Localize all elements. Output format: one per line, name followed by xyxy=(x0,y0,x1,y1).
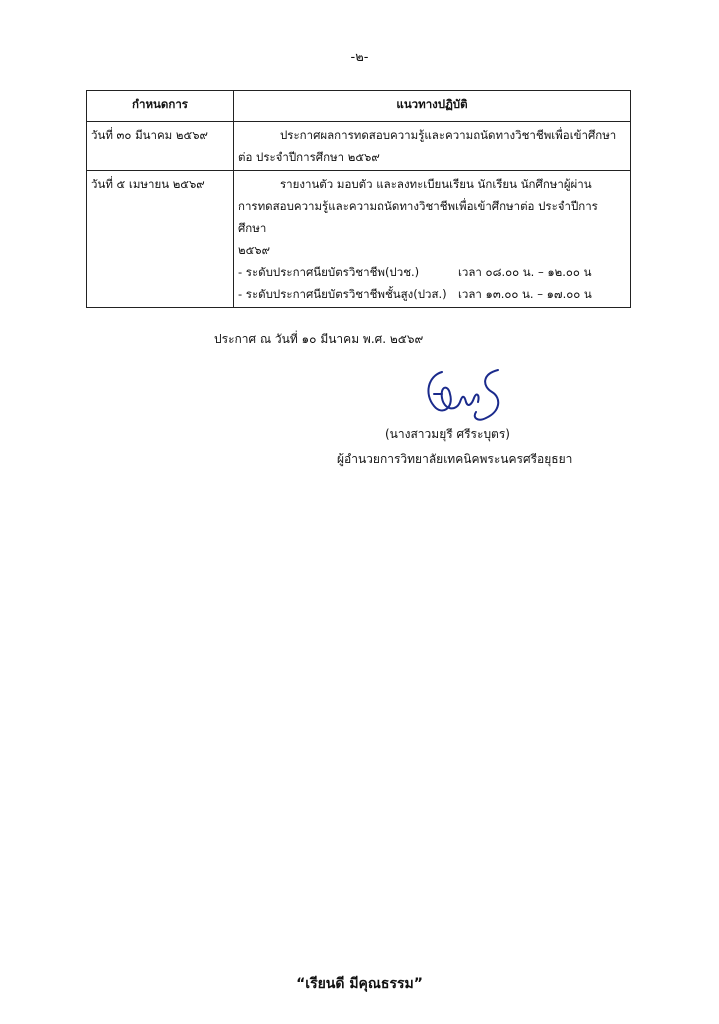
announcement-date: ประกาศ ณ วันที่ ๑๐ มีนาคม พ.ศ. ๒๕๖๙ xyxy=(214,332,424,346)
level-label: - ระดับประกาศนียบัตรวิชาชีพ(ปวช.) xyxy=(238,265,420,279)
action-line: การทดสอบความรู้และความถนัดทางวิชาชีพเพื่อเข้าศึกษาต่อ ประจำปีการศึกษา xyxy=(238,199,598,235)
table-row xyxy=(87,122,631,171)
level-item xyxy=(238,261,626,283)
header-date: กำหนดการ xyxy=(87,91,234,122)
row-date: วันที่ ๕ เมษายน ๒๕๖๙ xyxy=(87,171,234,308)
action-line: ๒๕๖๙ xyxy=(238,243,271,257)
signature-stroke xyxy=(428,372,478,410)
row-action xyxy=(234,171,631,308)
table-header-row xyxy=(87,91,631,122)
header-action: แนวทางปฏิบัติ xyxy=(234,91,631,122)
row-action xyxy=(234,122,631,171)
signer-name: (นางสาวมยุรี ศรีระบุตร) xyxy=(385,427,510,441)
signer-title: ผู้อำนวยการวิทยาลัยเทคนิคพระนครศรีอยุธยา xyxy=(337,452,573,466)
level-item xyxy=(238,283,626,305)
level-time: เวลา ๐๘.๐๐ น. – ๑๒.๐๐ น xyxy=(458,265,592,279)
schedule-table xyxy=(86,90,631,308)
action-line: ต่อ ประจำปีการศึกษา ๒๕๖๙ xyxy=(238,150,380,164)
action-line: รายงานตัว มอบตัว และลงทะเบียนเรียน นักเรียน นักศึกษาผู้ผ่าน xyxy=(280,177,592,191)
table-row xyxy=(87,171,631,308)
level-label: - ระดับประกาศนียบัตรวิชาชีพชั้นสูง(ปวส.) xyxy=(238,287,447,301)
action-line: ประกาศผลการทดสอบความรู้และความถนัดทางวิชาชีพเพื่อเข้าศึกษา xyxy=(280,128,617,142)
level-time: เวลา ๑๓.๐๐ น. – ๑๗.๐๐ น xyxy=(458,287,592,301)
motto: “เรียนดี มีคุณธรรม” xyxy=(296,976,423,992)
signature-image xyxy=(420,364,510,426)
row-date: วันที่ ๓๐ มีนาคม ๒๕๖๙ xyxy=(87,122,234,171)
page-number: -๒- xyxy=(350,50,369,65)
